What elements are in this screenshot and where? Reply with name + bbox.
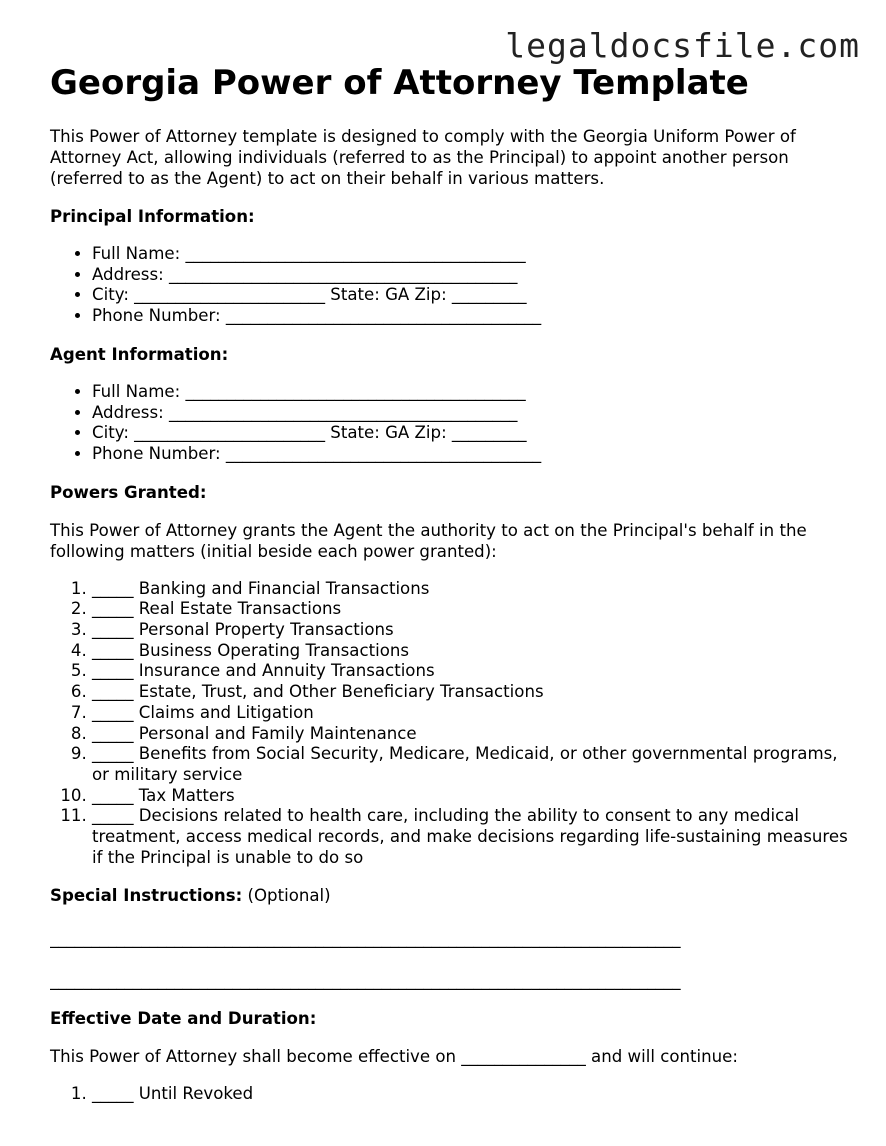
agent-heading: Agent Information: xyxy=(50,344,229,364)
power-item[interactable]: 11. _____ Decisions related to health care, including the ability to consent to any medical treatment, access medical records, and make decisions regarding life-sustaining measures if the Principal is unable to do so xyxy=(92,806,850,868)
special-instructions-line-1[interactable]: ____________________________________________________________________________ xyxy=(50,929,681,949)
powers-description: This Power of Attorney grants the Agent the authority to act on the Principal's behalf in the following matters (initial beside each power granted): xyxy=(50,520,807,561)
agent-city-state-zip[interactable]: • City: _______________________ State: GA Zip: _________ xyxy=(92,423,850,444)
principal-phone[interactable]: • Phone Number: ______________________________________ xyxy=(92,306,850,327)
power-item[interactable]: 1. _____ Banking and Financial Transactions xyxy=(92,579,850,600)
power-item[interactable]: 5. _____ Insurance and Annuity Transactions xyxy=(92,661,850,682)
powers-heading: Powers Granted: xyxy=(50,482,207,502)
agent-full-name[interactable]: • Full Name: _________________________________________ xyxy=(92,382,850,403)
duration-options xyxy=(50,1084,850,1105)
special-instructions-line-2[interactable]: ____________________________________________________________________________ xyxy=(50,971,681,991)
principal-fields xyxy=(50,244,850,327)
power-item[interactable]: 8. _____ Personal and Family Maintenance xyxy=(92,724,850,745)
agent-address[interactable]: • Address: __________________________________________ xyxy=(92,403,850,424)
watermark: legaldocsfile.com xyxy=(505,26,860,65)
optional-note: (Optional) xyxy=(242,886,331,906)
power-item[interactable]: 2. _____ Real Estate Transactions xyxy=(92,599,850,620)
effective-text[interactable]: This Power of Attorney shall become effective on _______________ and will continue: xyxy=(50,1047,738,1067)
document-body xyxy=(50,62,850,1105)
principal-city-state-zip[interactable]: • City: _______________________ State: GA Zip: _________ xyxy=(92,285,850,306)
duration-option[interactable]: 1. _____ Until Revoked xyxy=(92,1084,850,1105)
power-item[interactable]: 9. _____ Benefits from Social Security, Medicare, Medicaid, or other governmental programs, or military service xyxy=(92,744,850,785)
principal-heading: Principal Information: xyxy=(50,207,255,226)
special-instructions-heading xyxy=(50,885,850,906)
power-item[interactable]: 4. _____ Business Operating Transactions xyxy=(92,641,850,662)
powers-list xyxy=(50,579,850,869)
power-item[interactable]: 10. _____ Tax Matters xyxy=(92,786,850,807)
power-item[interactable]: 7. _____ Claims and Litigation xyxy=(92,703,850,724)
intro-paragraph: This Power of Attorney template is designed to comply with the Georgia Uniform Power of Attorney Act, allowing individuals (referred to as the Principal) to appoint another person (referred to as the Agent) to act on their behalf in various matters. xyxy=(50,127,796,188)
agent-fields xyxy=(50,382,850,465)
power-item[interactable]: 6. _____ Estate, Trust, and Other Beneficiary Transactions xyxy=(92,682,850,703)
power-item[interactable]: 3. _____ Personal Property Transactions xyxy=(92,620,850,641)
special-instructions-label: Special Instructions: xyxy=(50,886,243,906)
effective-heading: Effective Date and Duration: xyxy=(50,1009,317,1029)
principal-full-name[interactable]: • Full Name: _________________________________________ xyxy=(92,244,850,265)
principal-address[interactable]: • Address: __________________________________________ xyxy=(92,265,850,286)
agent-phone[interactable]: • Phone Number: ______________________________________ xyxy=(92,444,850,465)
page-title: Georgia Power of Attorney Template xyxy=(50,63,749,103)
